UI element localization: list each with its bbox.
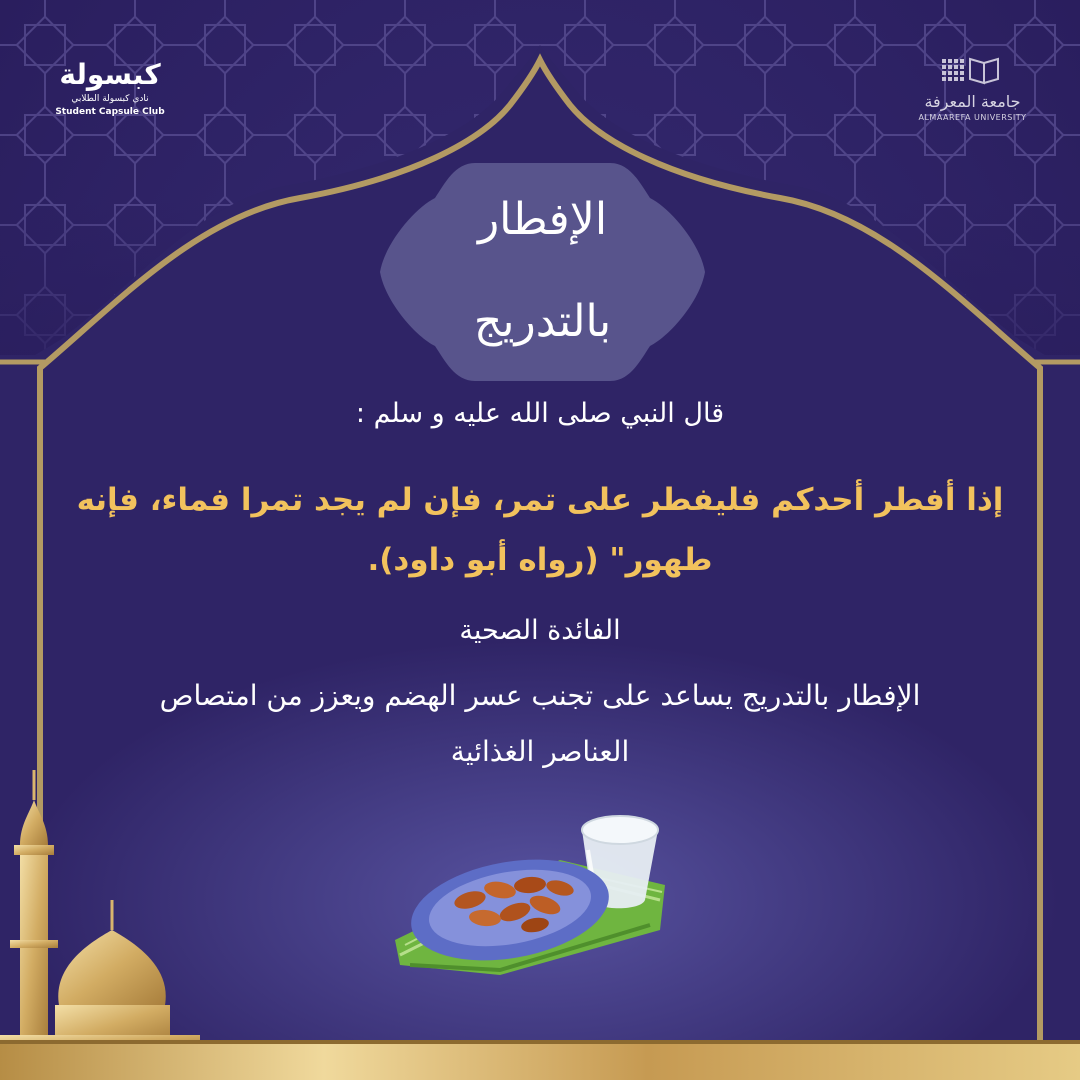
benefit-heading: الفائدة الصحية (459, 615, 621, 646)
title-line-2: بالتدريج (473, 296, 612, 347)
club-name-english: Student Capsule Club (55, 107, 165, 117)
benefit-line-2: العناصر الغذائية (450, 735, 630, 768)
university-name-english: ALMAAREFA UNIVERSITY (918, 113, 1027, 122)
title-line-1: الإفطار (477, 194, 608, 245)
club-logo-mark: كبسولة (59, 58, 161, 91)
intro-text: قال النبي صلى الله عليه و سلم : (355, 398, 725, 429)
gold-floor (0, 1040, 1080, 1080)
hadith-line-2: طهور" (رواه أبو داود). (367, 542, 713, 578)
university-name-arabic: جامعة المعرفة (924, 92, 1021, 111)
club-logo (50, 58, 170, 118)
university-logo (905, 55, 1040, 123)
university-emblem-icon (938, 55, 1008, 87)
benefit-line-1: الإفطار بالتدريج يساعد على تجنب عسر الهضم ويعزز من امتصاص (159, 679, 921, 712)
hadith-line-1: إذا أفطر أحدكم فليفطر على تمر، فإن لم يجد تمرا فماء، فإنه (76, 482, 1004, 518)
club-name-arabic: نادي كبسولة الطلابي (71, 94, 149, 104)
